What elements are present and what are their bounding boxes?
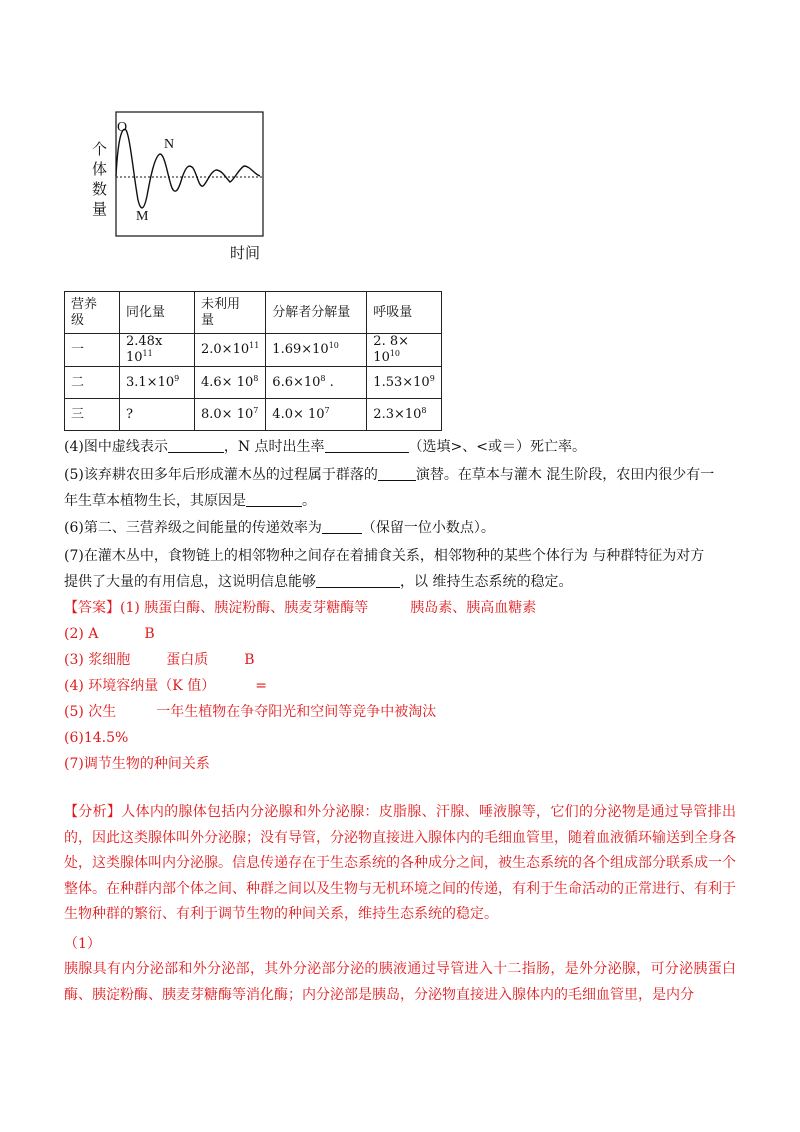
analysis-subheading: （1） — [64, 936, 101, 952]
answer-line-2: (2) A B — [64, 626, 155, 642]
y-axis-label-char: 体 — [92, 160, 108, 178]
table-row — [65, 367, 442, 399]
population-oscillation-curve — [116, 129, 260, 208]
question-5-line-1: (5)该弃耕农田多年后形成灌木丛的过程属于群落的 演替。在草本与灌木 混生阶段，农田内很少有一 — [64, 467, 715, 483]
table-cell: $4.6\times 10^8$ — [195, 367, 266, 399]
y-axis-label-char: 量 — [92, 200, 108, 218]
question-7-line-1: (7)在灌木丛中，食物链上的相邻物种之间存在着捕食关系，相邻物种的某些个体行为 与种群特征为对方 — [64, 548, 705, 564]
question-5-line-2: 年生草本植物生长，其原因是 。 — [64, 493, 316, 509]
answer-line-7: (7)调节生物的种间关系 — [64, 756, 210, 772]
energy-flow-table — [64, 291, 442, 431]
question-6: (6)第二、三营养级之间能量的传递效率为 （保留一位小数点）。 — [64, 520, 495, 536]
table-cell-level: 二 — [65, 367, 120, 399]
table-cell: $6.6\times 10^8$ . — [266, 367, 367, 399]
answer-label: 【答案】 — [64, 600, 120, 616]
answer-blank — [378, 466, 416, 481]
table-cell: $1.69\times 10^{10}$ — [266, 334, 367, 367]
question-7-line-2: 提供了大量的有用信息，这说明信息能够 ，以 维持生态系统的稳定。 — [64, 574, 573, 590]
table-cell: $2.3\times 10^8$ — [367, 399, 441, 431]
point-o-label: O — [117, 120, 128, 135]
table-header-cell: 分解者分解量 — [266, 292, 367, 334]
table-cell: 2. $8\times 10^{10}$ — [367, 334, 441, 367]
question-4: (4)图中虚线表示 ，N 点时出生率 （选填>、<或＝）死亡率。 — [64, 439, 587, 455]
answer-line-5: (5) 次生 一年生植物在争夺阳光和空间等竞争中被淘汰 — [64, 704, 437, 720]
table-header-cell: 营养 级 — [65, 292, 120, 334]
analysis-paragraph-2: 胰腺具有内分泌部和外分泌部，其外分泌部分泌的胰液通过导管进入十二指肠，是外分泌腺，可分泌胰蛋白酶、胰淀粉酶、胰麦芽糖酶等消化酶；内分泌部是胰岛，分泌物直接进入腺体内的毛细血管里，是内分 — [64, 961, 736, 1003]
table-header-cell: 未利用 量 — [195, 292, 266, 334]
point-m-label: M — [136, 209, 149, 224]
y-axis-label-char: 个 — [92, 140, 108, 158]
table-header-row — [65, 292, 442, 334]
x-axis-label: 时间 — [230, 244, 261, 262]
table-cell: ? — [120, 399, 195, 431]
table-cell: 2.48x $10^{11}$ — [120, 334, 195, 367]
answer-blank — [168, 438, 224, 453]
point-n-label: N — [164, 137, 175, 152]
answer-line-1: 【答案】(1) 胰蛋白酶、胰淀粉酶、胰麦芽糖酶等 胰岛素、胰高血糖素 — [64, 600, 537, 616]
table-header-cell: 同化量 — [120, 292, 195, 334]
table-cell: $8.0\times 10^7$ — [195, 399, 266, 431]
table-row — [65, 399, 442, 431]
answer-blank — [246, 492, 302, 507]
table-cell-level: 三 — [65, 399, 120, 431]
answer-line-6: (6)14.5% — [64, 730, 129, 746]
answer-blank — [325, 438, 409, 453]
y-axis-label-char: 数 — [92, 180, 108, 198]
population-graph — [80, 108, 280, 268]
table-cell: $4.0\times 10^7$ — [266, 399, 367, 431]
answer-blank — [316, 573, 400, 588]
table-cell: $3.1\times 10^9$ — [120, 367, 195, 399]
table-row — [65, 334, 442, 367]
answer-blank — [322, 519, 362, 534]
table-header-cell: 呼吸量 — [367, 292, 441, 334]
analysis-paragraph: 【分析】人体内的腺体包括内分泌腺和外分泌腺：皮脂腺、汗腺、唾液腺等，它们的分泌物是通过导管排出的，因此这类腺体叫外分泌腺；没有导管，分泌物直接进入腺体内的毛细血管里，随着血液循环输送到全身各处，这类腺体叫内分泌腺。信息传递存在于生态系统的各种成分之间，被生态系统的各个组成部分联系成一个整体。在种群内部个体之间、种群之间以及生物与无机环境之间的传递，有利于生命活动的正常进行、有利于生物种群的繁衍、有利于调节生物的种间关系，维持生态系统的稳定。 — [64, 804, 736, 922]
table-cell: $1.53\times 10^9$ — [367, 367, 441, 399]
table-cell-level: 一 — [65, 334, 120, 367]
answer-line-3: (3) 浆细胞 蛋白质 B — [64, 652, 255, 668]
analysis-label: 【分析】 — [64, 804, 122, 820]
answer-line-4: (4) 环境容纳量（K 值） = — [64, 678, 267, 694]
table-cell: $2.0\times 10^{11}$ — [195, 334, 266, 367]
